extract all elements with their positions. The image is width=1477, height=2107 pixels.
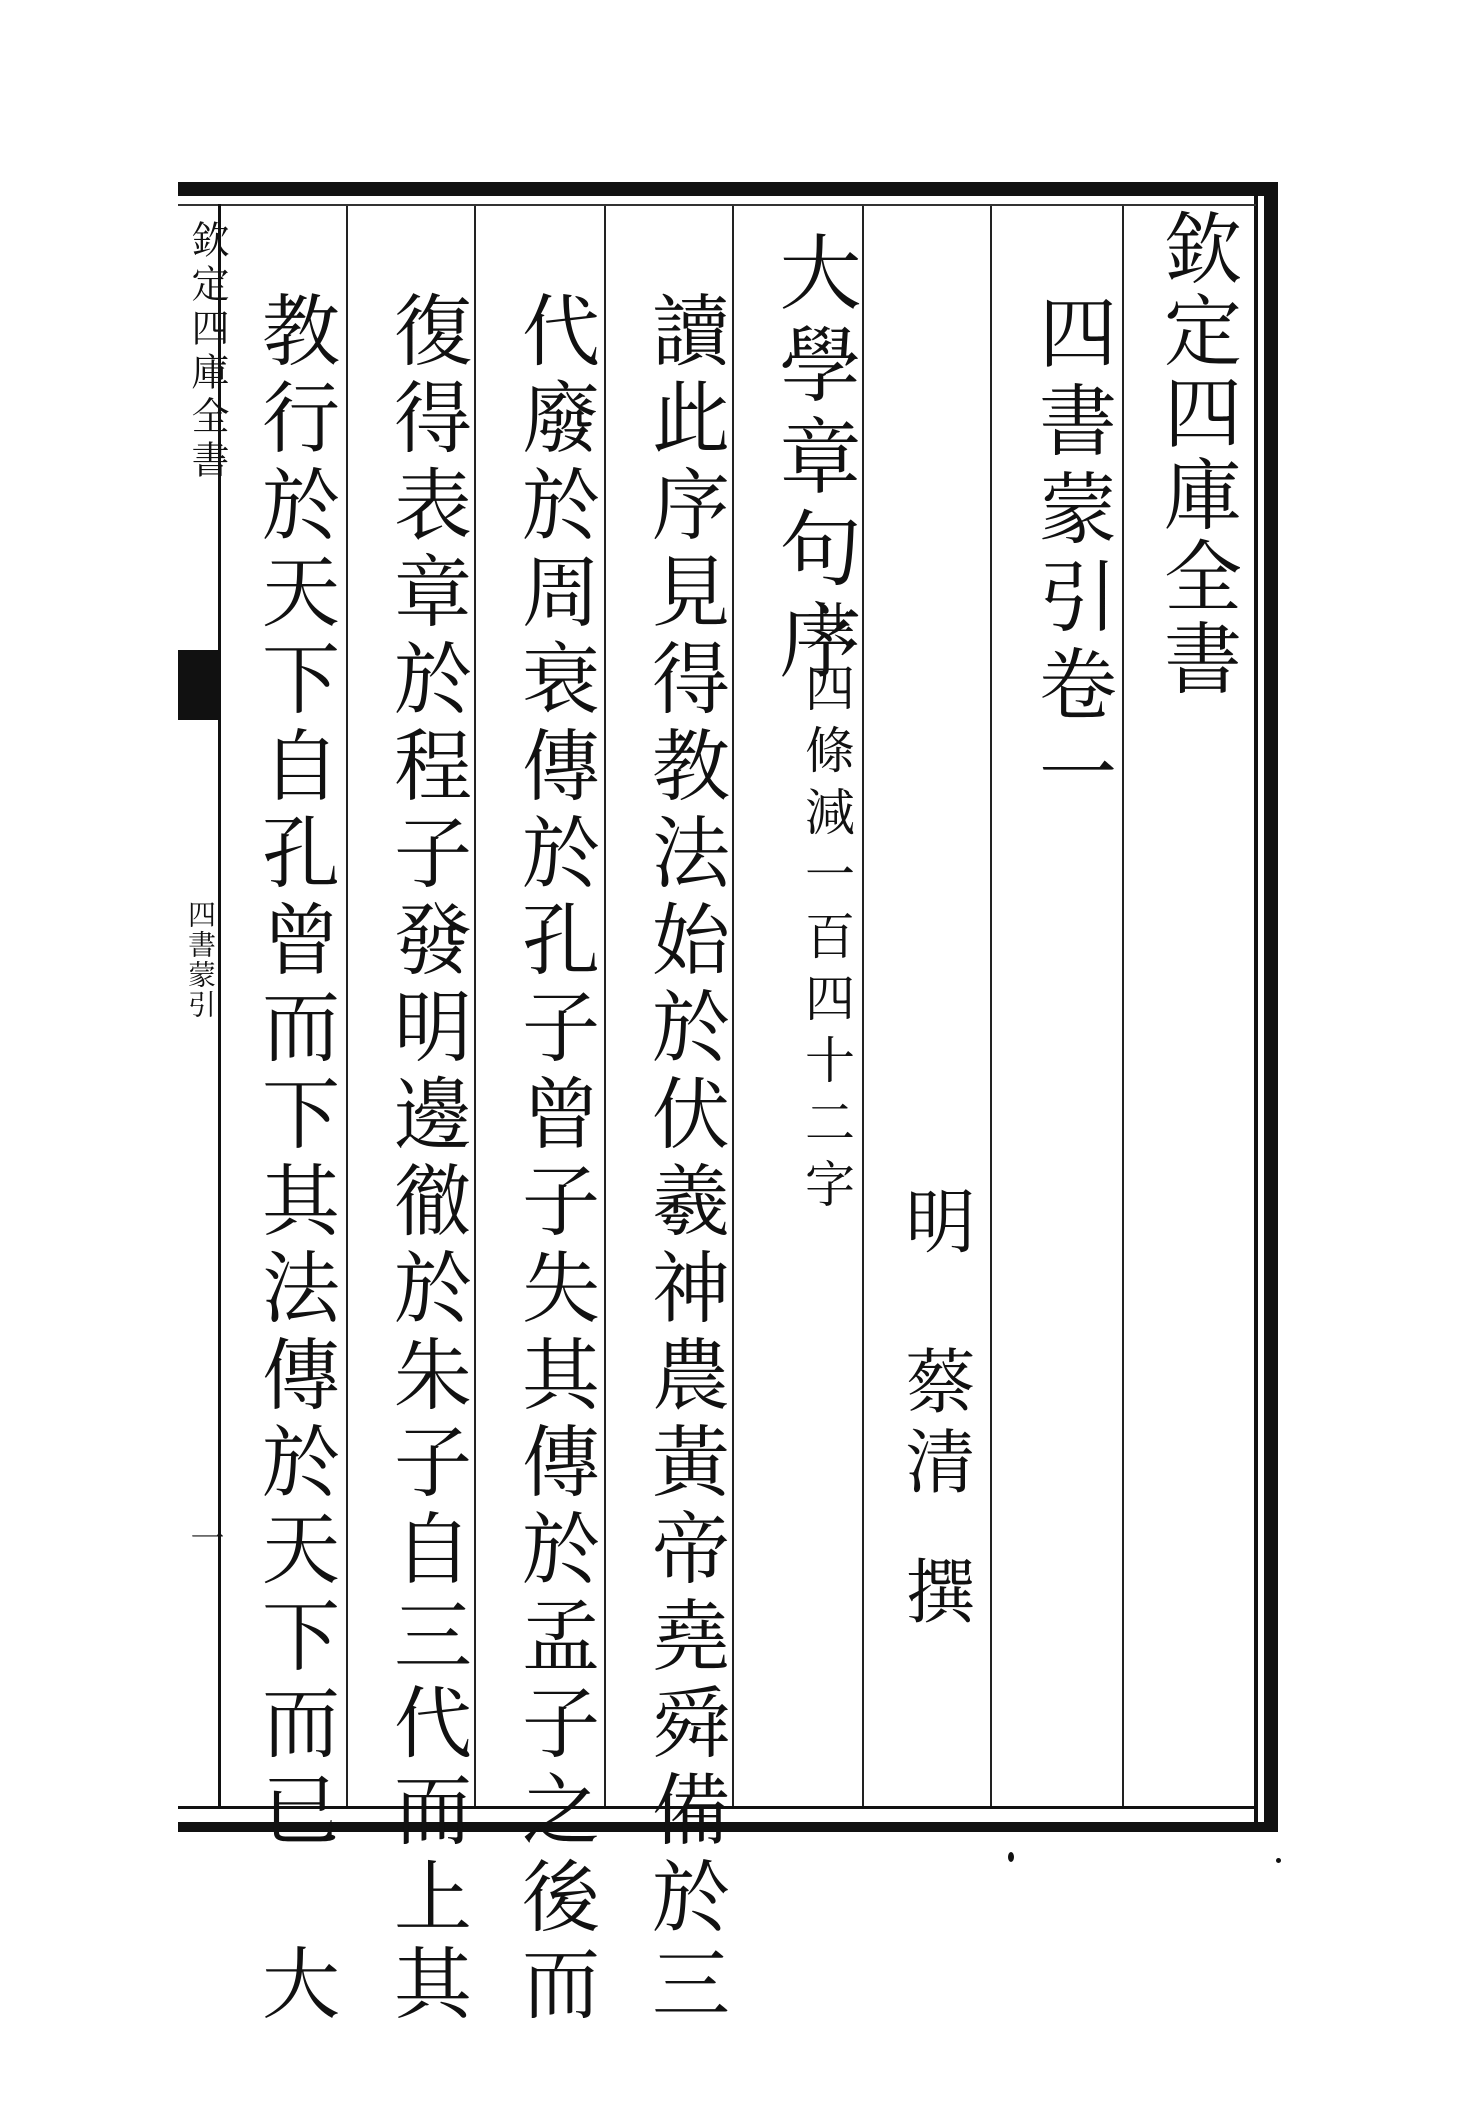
collection-title: 欽定四庫全書 [1151,208,1241,700]
body-line-4: 教行於天下自孔曾而下其法傳於天下而已 大 [249,290,339,2030]
section-note: 共四條減一百四十二字 [797,600,855,1220]
body-line-1: 讀此序見得教法始於伏羲神農黃帝堯舜備於三 [639,290,729,2030]
body-line-2: 代廢於周衰傳於孔子曾子失其傳於孟子之後而 [509,290,599,2030]
author-role: 撰 [894,1555,976,1625]
frame-inner-top-rule [178,204,1256,206]
author-name: 蔡清 [894,1345,976,1505]
fold-collection-title: 欽定四庫全書 [185,220,229,484]
body-line-3: 復得表章於程子發明邊徹於朱子自三代而上其 [381,290,471,2030]
column-divider [990,206,992,1806]
author-dynasty: 明 [894,1185,976,1255]
frame-inner-right-rule [1254,196,1258,1826]
volume-title: 四書蒙引卷一 [1026,292,1116,820]
scan-speck [1276,1858,1281,1863]
fold-page-number: 一 [184,1520,224,1554]
section-title: 大學章句序 [766,230,861,690]
scan-speck [1008,1852,1014,1862]
fold-fishtail-mark [178,650,218,720]
fold-book-title: 四書蒙引 [184,900,217,1020]
